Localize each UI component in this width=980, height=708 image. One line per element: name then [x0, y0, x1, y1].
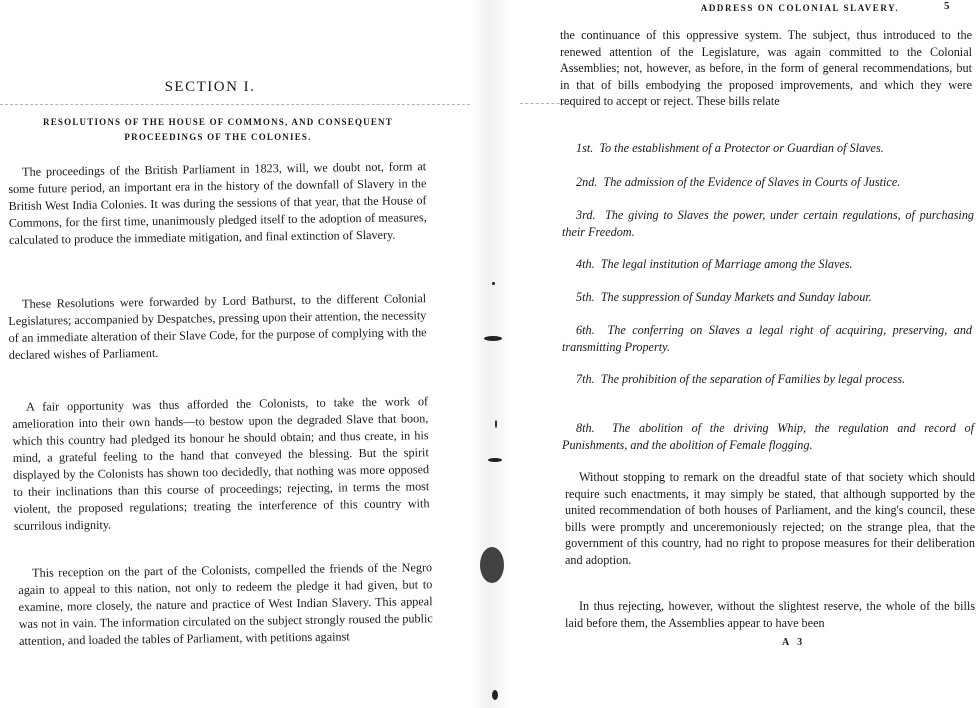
signature-mark: A 3	[782, 637, 806, 648]
item-3-text: The giving to Slaves the power, under certain regulations, of purchasing their Freedom.	[562, 208, 975, 239]
item-4-text: The legal institution of Marriage among the Slaves.	[600, 257, 853, 271]
heading-line-1: RESOLUTIONS OF THE HOUSE OF COMMONS, AND CONSEQUENT	[43, 117, 393, 127]
item-3	[562, 207, 974, 240]
right-paragraph-2: In thus rejecting, however, without the slightest reserve, the whole of the bills laid before them, the Assemblies appear to have been	[565, 599, 975, 630]
left-paragraph-4: This reception on the part of the Colonists, compelled the friends of the Negro again to appeal to this nation, not only to redeem the pledge it had given, but to examine, more closely, the nature and practice of West Indian Slavery. This appeal was not in vain. The information circulated on the subject strongly roused the public attention, and loaded the tables of Parliament, with petitions against	[18, 560, 433, 648]
item-5-number: 5th.	[576, 290, 595, 304]
page-number: 5	[944, 0, 950, 12]
item-2-number: 2nd.	[576, 175, 598, 189]
right-paragraph-1: Without stopping to remark on the dreadful state of that society which should require such enactments, it may simply be stated, that although supported by the united recommendation of both houses of Parliament, and the king's council, these bills were promptly and unceremoniously rejected; on the strange plea, that the government of this country, had no right to propose measures for their deliberation and adoption.	[565, 470, 975, 567]
item-5-text: The suppression of Sunday Markets and Sunday labour.	[600, 290, 872, 304]
running-head: ADDRESS ON COLONIAL SLAVERY.	[700, 3, 900, 13]
right-intro-paragraph: the continuance of this oppressive system. The subject, thus introduced to the renewed attention of the Legislature, was again committed to the Colonial Assemblies; not, however, as before, in the form of general recommendations, but in that of bills embodying the proposed improvements, and which they were required to accept or reject. These bills relate	[560, 28, 972, 108]
section-heading	[18, 115, 418, 145]
item-7-number: 7th.	[576, 372, 595, 386]
item-4	[562, 256, 972, 273]
item-8-text: The abolition of the driving Whip, the regulation and record of Punishments, and the abolition of Female flogging.	[562, 421, 974, 452]
item-8	[562, 420, 974, 453]
item-1-text: To the establishment of a Protector or Guardian of Slaves.	[599, 141, 884, 155]
item-5	[562, 289, 972, 306]
item-3-number: 3rd.	[576, 208, 596, 222]
item-6-number: 6th.	[576, 323, 595, 337]
section-title: SECTION I.	[164, 79, 256, 95]
heading-line-2: PROCEEDINGS OF THE COLONIES.	[124, 132, 312, 142]
item-2-text: The admission of the Evidence of Slaves in Courts of Justice.	[603, 175, 901, 189]
item-6-text: The conferring on Slaves a legal right of acquiring, preserving, and transmitting Property.	[562, 323, 973, 354]
item-7	[562, 371, 972, 388]
section-rule	[0, 104, 470, 105]
left-paragraph-3: A fair opportunity was thus afforded the Colonists, to take the work of amelioration into their own hands—to bestow upon the degraded Slave that boon, which this country had pledged its honour he should obtain; and thus create, in his mind, a grateful feeling to the hand that conveyed the blessing. But the spirit displayed by the Colonists has shown too decidedly, that nothing was more opposed to their inclinations than this course of proceedings; rejecting, in terms the most violent, the proposed regulations; treating the interference of this country with scurrilous indignity.	[12, 394, 430, 533]
item-7-text: The prohibition of the separation of Families by legal process.	[600, 372, 906, 386]
item-2	[562, 174, 974, 191]
left-paragraph-2: These Resolutions were forwarded by Lord Bathurst, to the different Colonial Legislatures; accompanied by Despatches, pressing upon their attention, the necessity of an immediate alteration of their Slave Code, for the purpose of complying with the declared wishes of Parliament.	[8, 291, 427, 362]
item-8-number: 8th.	[576, 421, 595, 435]
item-1-number: 1st.	[576, 141, 594, 155]
left-paragraph-1: The proceedings of the British Parliament in 1823, will, we doubt not, form at some future period, an important era in the history of the downfall of Slavery in the British West India Colonies. It was during the sessions of that year, that the House of Commons, for the first time, unanimously pledged itself to the adoption of measures, calculated to produce the immediate mitigation, and final extinction of Slavery.	[8, 159, 427, 247]
item-1	[562, 140, 972, 157]
item-6	[562, 322, 972, 355]
item-4-number: 4th.	[576, 257, 595, 271]
